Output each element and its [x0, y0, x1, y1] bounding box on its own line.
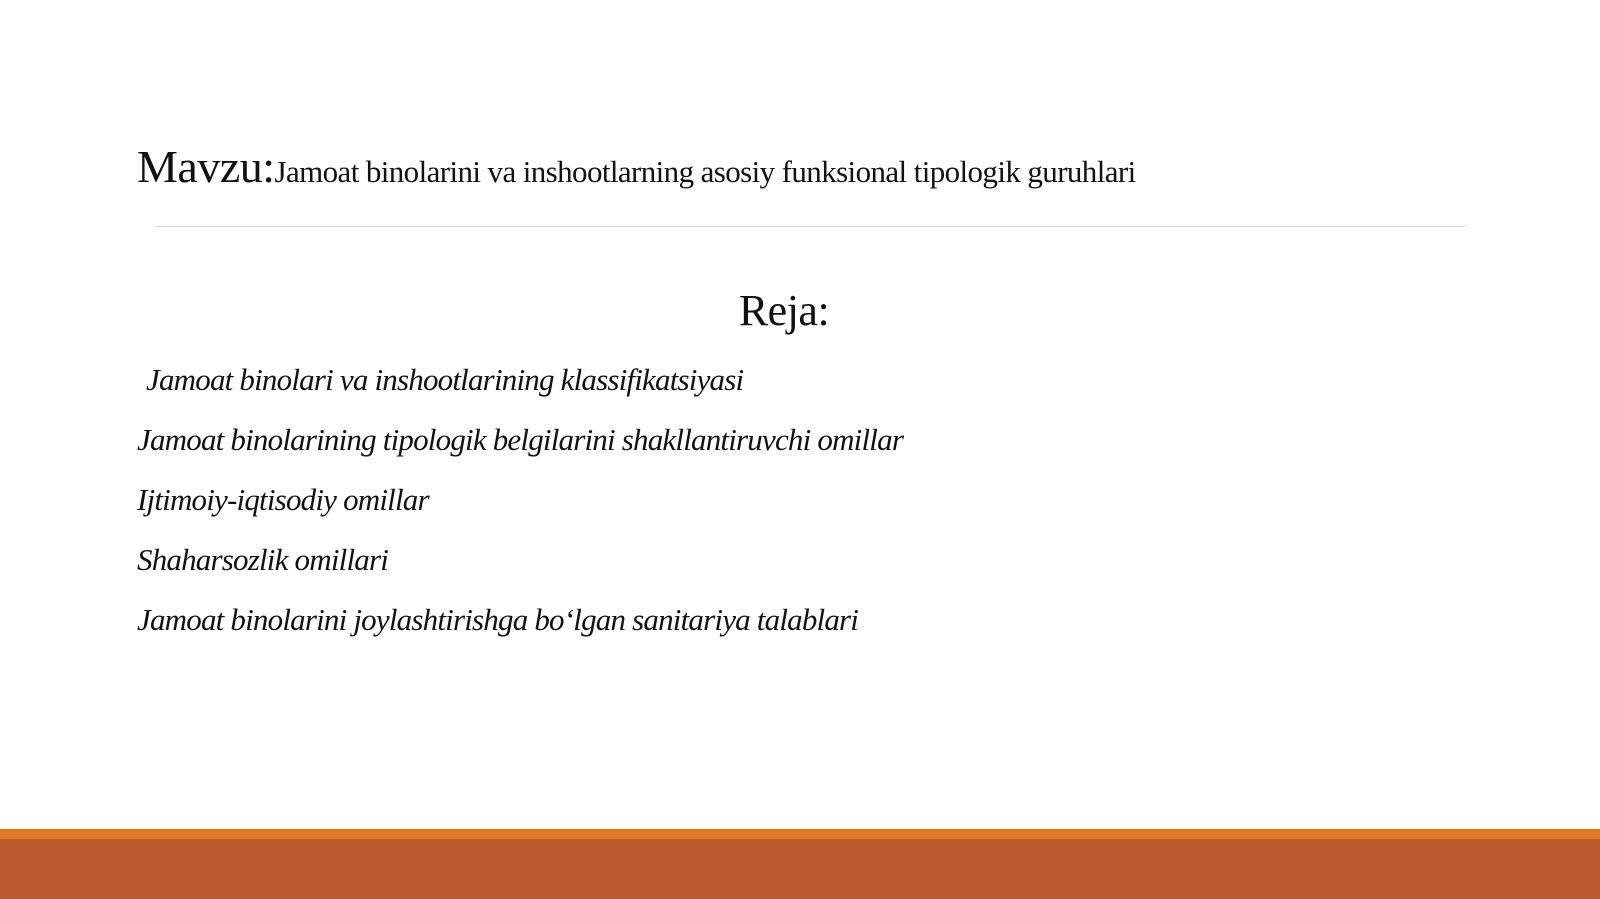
- footer-bar: [0, 839, 1600, 899]
- plan-heading: Reja:: [738, 286, 830, 335]
- footer-accent-bar: [0, 829, 1600, 839]
- title-text: Jamoat binolarini va inshootlarning asosiy funksional tipologik guruhlari: [274, 154, 1136, 189]
- plan-list: [137, 358, 903, 658]
- plan-item: Shaharsozlik omillari: [137, 542, 389, 577]
- slide-title: [137, 140, 1136, 193]
- title-prefix: Mavzu:: [137, 141, 275, 192]
- plan-item: Ijtimoiy-iqtisodiy omillar: [137, 482, 429, 517]
- plan-item: Jamoat binolarining tipologik belgilarini shakllantiruvchi omillar: [137, 422, 904, 457]
- title-divider: [156, 226, 1466, 227]
- plan-item: Jamoat binolari va inshootlarining klassifikatsiyasi: [146, 362, 744, 397]
- plan-item: Jamoat binolarini joylashtirishga bo‘lgan sanitariya talablari: [137, 602, 859, 637]
